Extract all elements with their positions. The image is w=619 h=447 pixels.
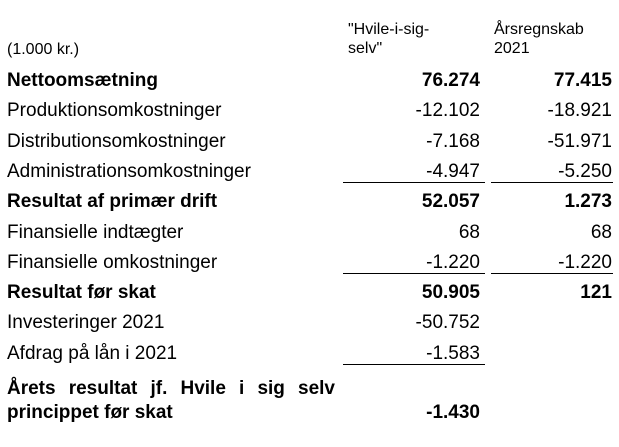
value-hvile-i-sig-selv: -4.947 xyxy=(426,160,480,182)
table-row xyxy=(0,338,619,368)
column-header-hvile-line2: selv" xyxy=(348,40,383,57)
value-hvile-i-sig-selv: 76.274 xyxy=(421,70,480,91)
subtotal-rule-col1 xyxy=(343,273,485,274)
column-header-hvile-i-sig-selv xyxy=(348,20,429,58)
column-header-aarsregnskab-line2: 2021 xyxy=(494,40,530,57)
value-hvile-i-sig-selv: 68 xyxy=(458,221,480,243)
final-result-value: -1.430 xyxy=(426,402,480,423)
table-row xyxy=(0,277,619,307)
subtotal-rule-col1 xyxy=(343,364,485,365)
final-result-label: Årets resultat jf. Hvile i sig selv princippet før skat xyxy=(7,378,335,423)
value-aarsregnskab: -18.921 xyxy=(547,100,612,122)
table-row xyxy=(0,65,619,95)
value-aarsregnskab: 1.273 xyxy=(564,191,612,213)
value-hvile-i-sig-selv: 52.057 xyxy=(421,191,480,213)
row-label: Finansielle omkostninger xyxy=(7,251,218,273)
value-aarsregnskab: -1.220 xyxy=(558,251,612,273)
row-label: Produktionsomkostninger xyxy=(7,100,222,122)
row-label: Resultat før skat xyxy=(7,282,156,304)
column-header-aarsregnskab xyxy=(494,20,584,58)
table-row xyxy=(0,126,619,156)
row-label: Finansielle indtægter xyxy=(7,221,184,243)
value-hvile-i-sig-selv: -1.220 xyxy=(426,251,480,273)
table-row xyxy=(0,217,619,247)
subtotal-rule-col2 xyxy=(491,273,613,274)
value-aarsregnskab: -5.250 xyxy=(558,160,612,182)
value-aarsregnskab: 68 xyxy=(590,221,612,243)
value-hvile-i-sig-selv: -7.168 xyxy=(426,130,480,152)
unit-label: (1.000 kr.) xyxy=(7,41,80,58)
value-hvile-i-sig-selv: -50.752 xyxy=(415,312,480,334)
table-row xyxy=(0,95,619,125)
value-hvile-i-sig-selv: 50.905 xyxy=(421,282,480,304)
value-aarsregnskab: 77.415 xyxy=(553,70,612,91)
row-label: Resultat af primær drift xyxy=(7,191,218,213)
value-aarsregnskab: 121 xyxy=(580,282,612,304)
column-header-hvile-line1: "Hvile-i-sig- xyxy=(348,21,430,38)
subtotal-rule-col2 xyxy=(491,182,613,183)
row-label: Afdrag på lån i 2021 xyxy=(7,342,178,364)
value-hvile-i-sig-selv: -12.102 xyxy=(415,100,480,122)
value-aarsregnskab: -51.971 xyxy=(547,130,612,152)
row-label: Administrationsomkostninger xyxy=(7,160,251,182)
row-label: Investeringer 2021 xyxy=(7,312,165,334)
subtotal-rule-col1 xyxy=(343,182,485,183)
row-label: Nettoomsætning xyxy=(7,70,158,91)
value-hvile-i-sig-selv: -1.583 xyxy=(426,342,480,364)
row-label: Distributionsomkostninger xyxy=(7,130,226,152)
table-row xyxy=(0,307,619,337)
table-row xyxy=(0,186,619,216)
column-header-aarsregnskab-line1: Årsregnskab xyxy=(494,21,584,38)
